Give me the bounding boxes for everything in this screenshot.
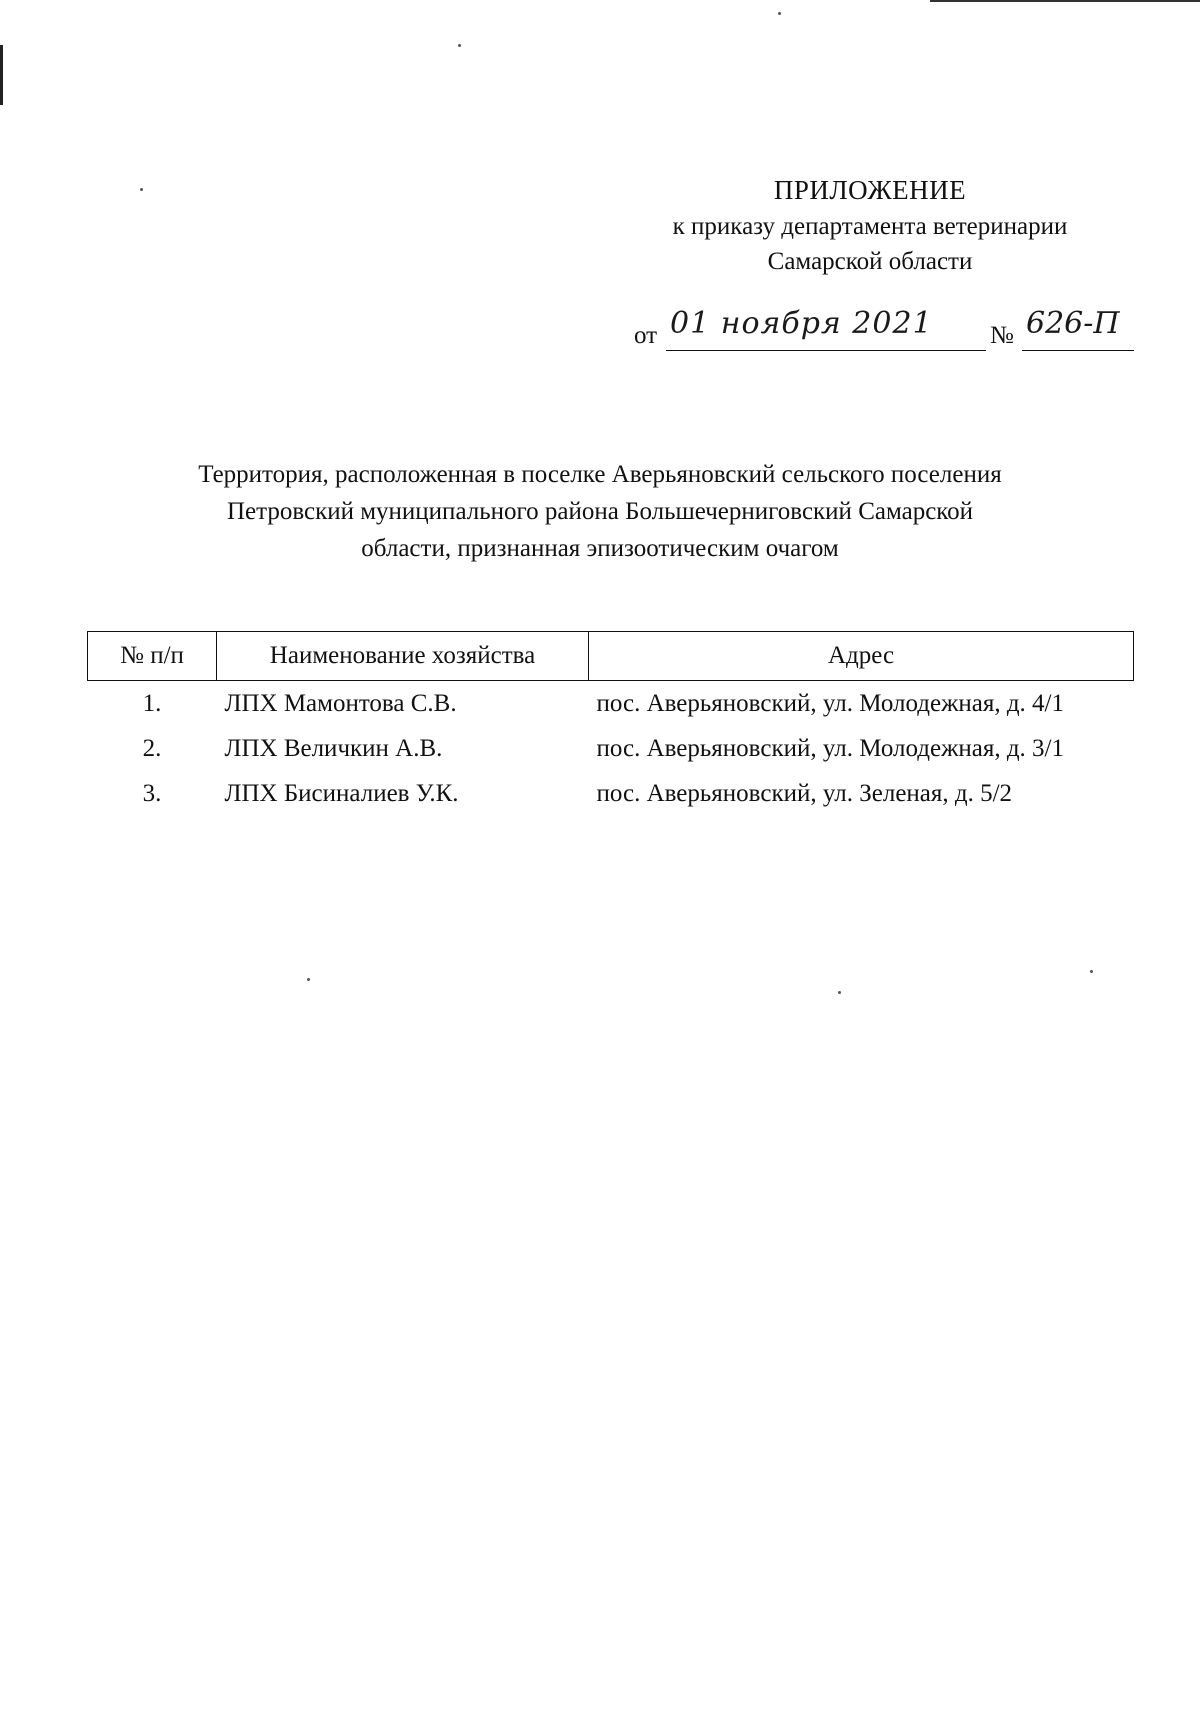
row-farm-name: ЛПХ Мамонтова С.В. [224, 689, 457, 717]
column-header-number: № п/п [88, 632, 217, 681]
table-row [88, 771, 1134, 816]
scan-speck [778, 12, 781, 15]
heading-line-2: Петровский муниципального района Большечерниговский Самарской [226, 498, 974, 525]
row-number: 3. [142, 779, 162, 807]
scan-speck [140, 188, 143, 191]
scan-artifact-top-line [930, 0, 1200, 2]
table-header-row [88, 632, 1134, 681]
order-date-prefix: от [634, 322, 658, 349]
appendix-region: Самарской области [767, 248, 973, 275]
scan-speck [458, 44, 461, 47]
order-date-field [666, 308, 986, 351]
order-number-label: № [990, 322, 1014, 349]
order-number-handwritten: 626-П [1026, 306, 1120, 341]
order-date-number-line [634, 308, 1134, 358]
scan-speck [1090, 970, 1093, 973]
scan-speck [838, 991, 841, 994]
farms-table-container [87, 631, 1134, 816]
column-header-farm-name: Наименование хозяйства [217, 632, 589, 681]
appendix-order-reference: к приказу департамента ветеринарии [672, 213, 1068, 240]
column-header-address: Адрес [589, 632, 1134, 681]
scan-artifact-left-bar [0, 45, 3, 105]
row-address: пос. Аверьяновский, ул. Молодежная, д. 3/1 [596, 734, 1064, 762]
table-row [88, 681, 1134, 727]
farms-table [87, 631, 1134, 816]
row-address: пос. Аверьяновский, ул. Зеленая, д. 5/2 [596, 779, 1013, 807]
document-heading [150, 456, 1050, 567]
appendix-title: ПРИЛОЖЕНИЕ [773, 175, 967, 205]
scan-speck [307, 978, 310, 981]
order-number-field [1022, 308, 1134, 351]
row-number: 2. [142, 734, 162, 762]
table-row [88, 726, 1134, 771]
row-address: пос. Аверьяновский, ул. Молодежная, д. 4/1 [596, 689, 1064, 717]
heading-line-3: области, признанная эпизоотическим очагом [361, 535, 839, 562]
row-farm-name: ЛПХ Величкин А.В. [224, 734, 443, 762]
order-date-handwritten: 01 ноября 2021 [670, 306, 933, 341]
heading-line-1: Территория, расположенная в поселке Аверьяновский сельского поселения [198, 461, 1002, 488]
row-farm-name: ЛПХ Бисиналиев У.К. [224, 779, 459, 807]
row-number: 1. [142, 689, 162, 717]
